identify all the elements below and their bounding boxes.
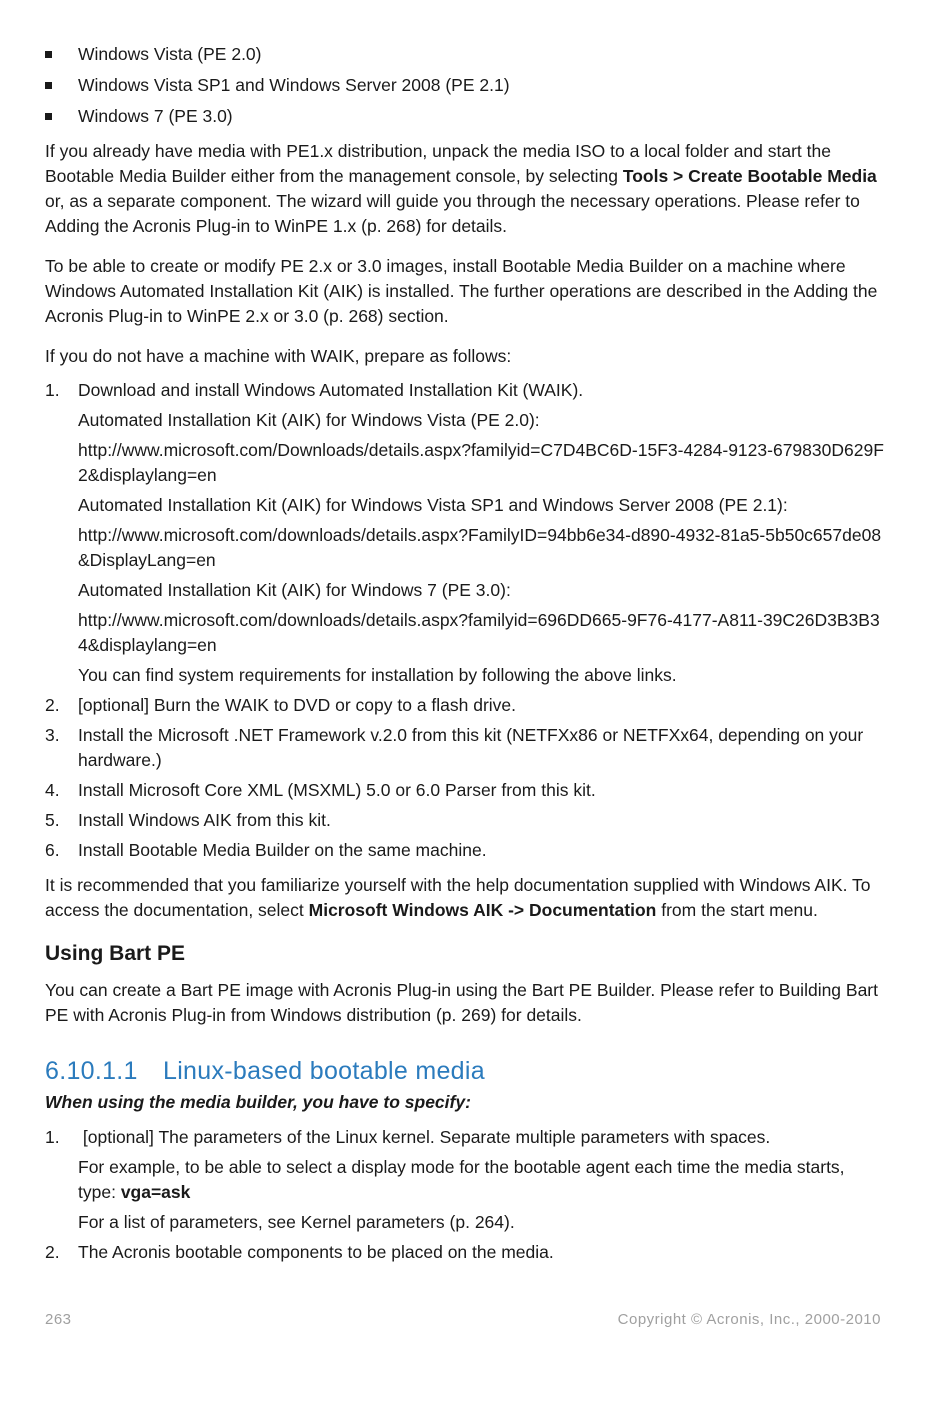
list-item: 3. Install the Microsoft .NET Framework v.2.0 from this kit (NETFXx86 or NETFXx64, depending on your hardware.)	[45, 725, 864, 770]
linux-steps-list	[45, 1125, 885, 1265]
square-bullet-icon	[45, 51, 52, 58]
waik-intro-paragraph: If you do not have a machine with WAIK, prepare as follows:	[45, 346, 512, 366]
aik-win7-label: Automated Installation Kit (AIK) for Windows 7 (PE 3.0):	[78, 580, 511, 600]
waik-steps-list	[45, 378, 885, 863]
list-item: 6. Install Bootable Media Builder on the same machine.	[45, 840, 487, 860]
kernel-example: For example, to be able to select a display mode for the bootable agent each time the media starts, type: vga=ask	[78, 1157, 845, 1202]
section-title: Linux-based bootable media	[163, 1057, 485, 1085]
list-item: 2. [optional] Burn the WAIK to DVD or copy to a flash drive.	[45, 695, 517, 715]
copyright-notice: Copyright © Acronis, Inc., 2000-2010	[617, 1311, 881, 1328]
list-item: 1. [optional] The parameters of the Linux kernel. Separate multiple parameters with spaces. For example, to be able to select a display mode for the bootable agent each time the media starts, type: vga=ask For a list of parameters, see Kernel parameters (p. 264).	[45, 1125, 885, 1235]
specify-heading: When using the media builder, you have to specify:	[45, 1092, 471, 1112]
square-bullet-icon	[45, 113, 52, 120]
page-footer	[45, 1311, 881, 1328]
list-item: Windows Vista (PE 2.0)	[45, 42, 885, 67]
list-item: 1. Download and install Windows Automated Installation Kit (WAIK). Automated Installation Kit (AIK) for Windows Vista (PE 2.0): http://www.microsoft.com/Downloads/details.aspx?familyid=C7D4BC6D-15F3-4284-9123-679830D629F2&displaylang=en Automated Installation Kit (AIK) for Windows Vista SP1 and Windows Server 2008 (PE 2.1): http://www.microsoft.com/downloads/details.aspx?FamilyID=94bb6e34-d890-4932-81a5-5b50c657de08&DisplayLang=en Automated Installation Kit (AIK) for Windows 7 (PE 3.0): http://www.microsoft.com/downloads/details.aspx?familyid=696DD665-9F76-4177-A811-39C26D3B3B34&displaylang=en You can find system requirements for installation by following the above links.	[45, 378, 885, 688]
section-heading	[45, 1056, 885, 1086]
aik-vista-url: http://www.microsoft.com/Downloads/details.aspx?familyid=C7D4BC6D-15F3-4284-9123-679830D629F2&displaylang=en	[78, 440, 884, 485]
aik-vista-label: Automated Installation Kit (AIK) for Windows Vista (PE 2.0):	[78, 410, 540, 430]
menu-path-aik-documentation: Microsoft Windows AIK -> Documentation	[308, 900, 657, 920]
bart-pe-paragraph: You can create a Bart PE image with Acronis Plug-in using the Bart PE Builder. Please refer to Building Bart PE with Acronis Plug-in from Windows distribution (p. 269) for details.	[45, 980, 879, 1025]
section-number: 6.10.1.1	[45, 1057, 138, 1085]
pe-version-list	[45, 42, 885, 129]
list-item: 4. Install Microsoft Core XML (MSXML) 5.0 or 6.0 Parser from this kit.	[45, 780, 596, 800]
aik-win7-url: http://www.microsoft.com/downloads/details.aspx?familyid=696DD665-9F76-4177-A811-39C26D3B3B34&displaylang=en	[78, 610, 880, 655]
list-item: 5. Install Windows AIK from this kit.	[45, 810, 331, 830]
pe2x-paragraph: To be able to create or modify PE 2.x or 3.0 images, install Bootable Media Builder on a machine where Windows Automated Installation Kit (AIK) is installed. The further operations are described in the Adding the Acronis Plug-in to WinPE 2.x or 3.0 (p. 268) section.	[45, 256, 878, 326]
list-item: 2. The Acronis bootable components to be placed on the media.	[45, 1242, 554, 1262]
kernel-parameter-value: vga=ask	[120, 1182, 191, 1202]
bart-pe-heading: Using Bart PE	[45, 942, 186, 965]
list-item: Windows 7 (PE 3.0)	[45, 104, 885, 129]
list-item: Windows Vista SP1 and Windows Server 2008 (PE 2.1)	[45, 73, 885, 98]
aik-docs-paragraph: It is recommended that you familiarize yourself with the help documentation supplied with Windows AIK. To access the documentation, select Microsoft Windows AIK -> Documentation from the start menu.	[45, 875, 871, 920]
page-number: 263	[45, 1311, 72, 1328]
square-bullet-icon	[45, 82, 52, 89]
menu-path-create-bootable-media: Tools > Create Bootable Media	[622, 166, 877, 186]
pe1x-paragraph: If you already have media with PE1.x distribution, unpack the media ISO to a local folder and start the Bootable Media Builder either from the management console, by selecting Tools > Create Bootable Media or, as a separate component. The wizard will guide you through the necessary operations. Please refer to Adding the Acronis Plug-in to WinPE 1.x (p. 268) for details.	[45, 141, 877, 236]
aik-vista-sp1-url: http://www.microsoft.com/downloads/details.aspx?FamilyID=94bb6e34-d890-4932-81a5-5b50c657de08&DisplayLang=en	[78, 525, 882, 570]
system-requirements-note: You can find system requirements for installation by following the above links.	[78, 665, 677, 685]
aik-vista-sp1-label: Automated Installation Kit (AIK) for Windows Vista SP1 and Windows Server 2008 (PE 2.1):	[78, 495, 788, 515]
kernel-params-reference: For a list of parameters, see Kernel parameters (p. 264).	[78, 1212, 515, 1232]
document-page	[45, 42, 885, 1275]
